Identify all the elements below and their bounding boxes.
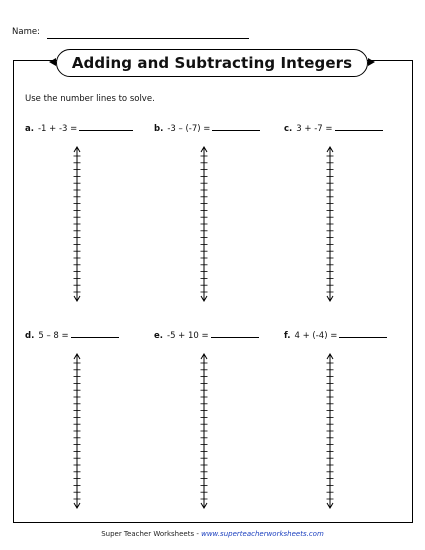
- problem-a: [25, 124, 133, 134]
- answer-line[interactable]: [212, 130, 260, 131]
- number-line-a: [67, 143, 87, 305]
- answer-line[interactable]: [79, 130, 133, 131]
- number-line-b: [194, 143, 214, 305]
- title-left-arrow: [49, 58, 56, 66]
- problem-expression: 4 + (-4) =: [294, 331, 338, 341]
- footer-text: Super Teacher Worksheets -: [101, 530, 202, 538]
- name-line[interactable]: [47, 38, 249, 39]
- title-right-arrow: [368, 58, 375, 66]
- problem-letter: e.: [154, 331, 163, 341]
- number-line-e: [194, 350, 214, 512]
- answer-line[interactable]: [335, 130, 383, 131]
- problem-letter: b.: [154, 124, 164, 134]
- answer-line[interactable]: [339, 337, 387, 338]
- number-line-c: [320, 143, 340, 305]
- problem-b: [154, 124, 260, 134]
- footer-url[interactable]: www.superteacherworksheets.com: [201, 530, 324, 538]
- problem-e: [154, 331, 259, 341]
- problem-expression: 3 + -7 =: [296, 124, 333, 134]
- answer-line[interactable]: [71, 337, 119, 338]
- problem-letter: c.: [284, 124, 293, 134]
- footer: [0, 530, 425, 538]
- problem-expression: 5 – 8 =: [38, 331, 69, 341]
- number-line-d: [67, 350, 87, 512]
- problem-c: [284, 124, 383, 134]
- problem-letter: d.: [25, 331, 35, 341]
- problem-letter: a.: [25, 124, 34, 134]
- problem-d: [25, 331, 119, 341]
- instructions: Use the number lines to solve.: [25, 94, 155, 104]
- worksheet-title: Adding and Subtracting Integers: [56, 49, 368, 77]
- answer-line[interactable]: [211, 337, 259, 338]
- problem-f: [284, 331, 387, 341]
- problem-expression: -1 + -3 =: [37, 124, 78, 134]
- problem-expression: -3 – (-7) =: [167, 124, 211, 134]
- name-label: Name:: [12, 27, 40, 37]
- problem-expression: -5 + 10 =: [167, 331, 209, 341]
- number-line-f: [320, 350, 340, 512]
- problem-letter: f.: [284, 331, 291, 341]
